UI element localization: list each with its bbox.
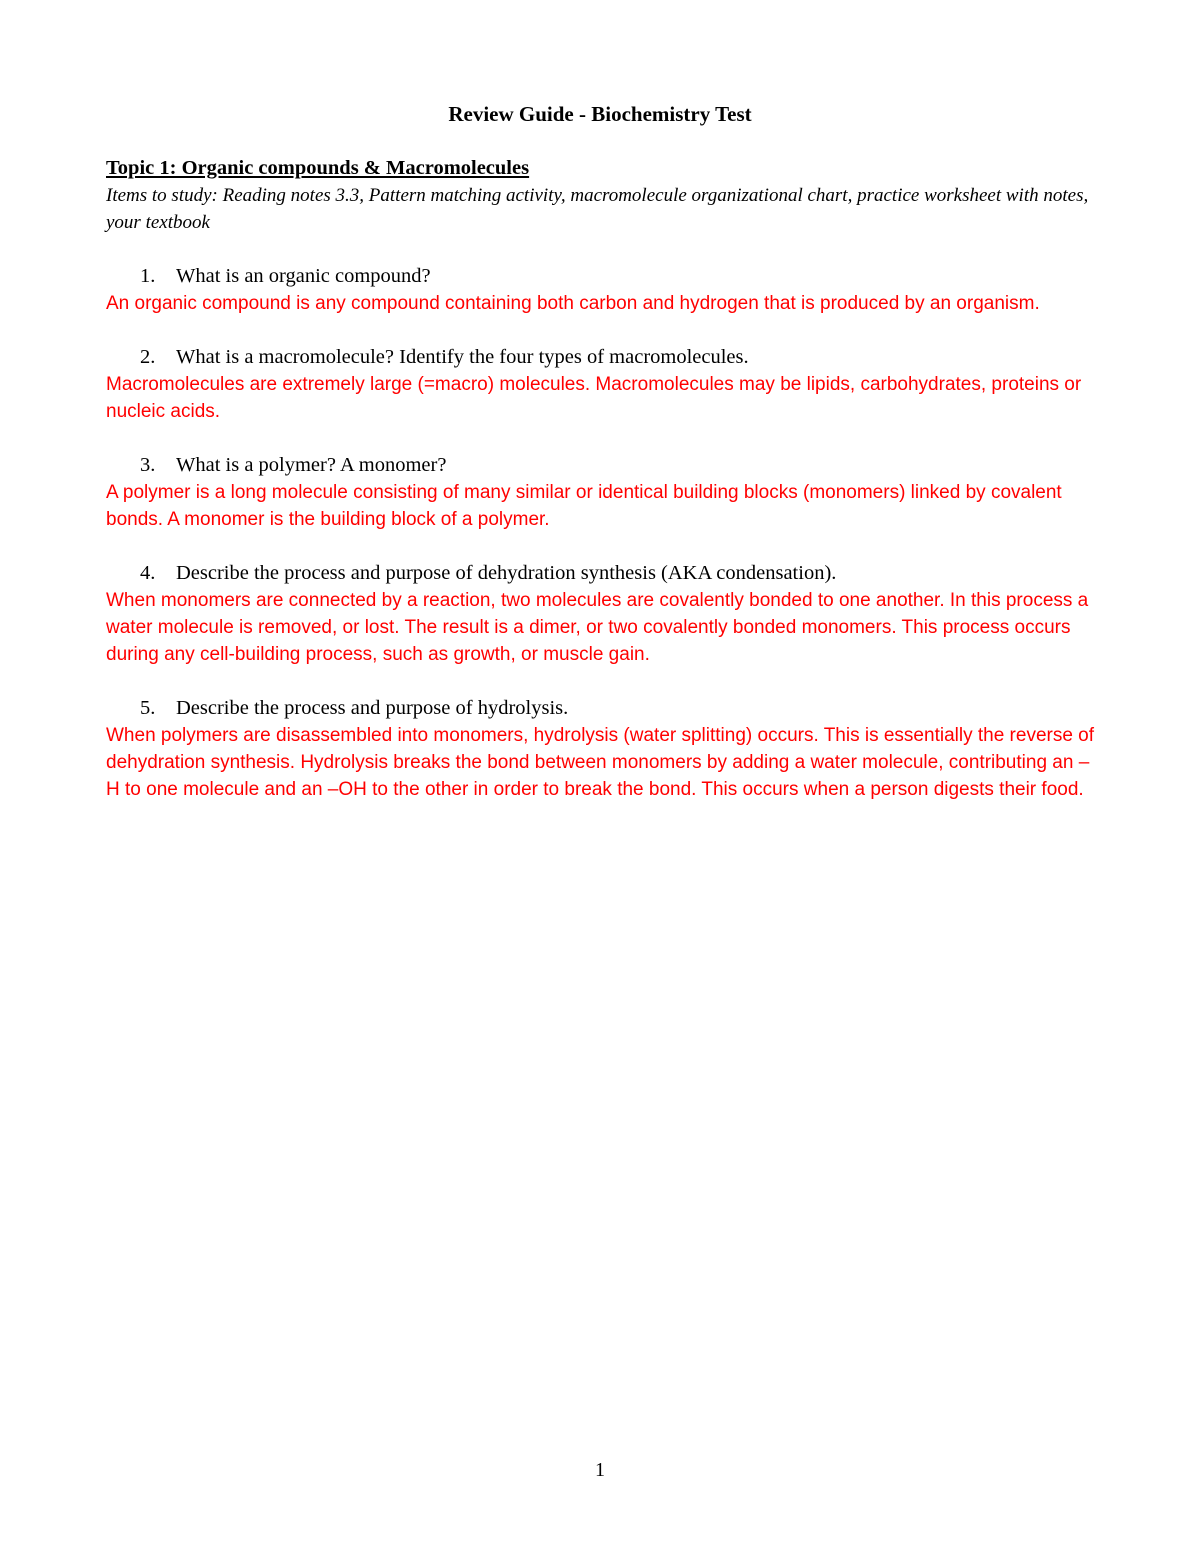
question-number: 5.: [140, 697, 156, 719]
topic-heading: Topic 1: Organic compounds & Macromolecules: [106, 157, 530, 179]
question-number: 4.: [140, 562, 156, 584]
question-text: What is a polymer? A monomer?: [176, 454, 447, 476]
question-text: Describe the process and purpose of hydrolysis.: [176, 697, 569, 719]
question-1: [106, 263, 1096, 290]
question-text: What is a macromolecule? Identify the four types of macromolecules.: [176, 346, 749, 368]
question-4: [106, 560, 1096, 587]
question-number: 1.: [140, 265, 156, 287]
page-title: Review Guide - Biochemistry Test: [448, 102, 752, 126]
question-number: 3.: [140, 454, 156, 476]
page-number: 1: [595, 1459, 605, 1481]
answer-5: When polymers are disassembled into monomers, hydrolysis (water splitting) occurs. This is essentially the reverse of dehydration synthesis. Hydrolysis breaks the bond between monomers by adding a water molecule, contributing an –H to one molecule and an –OH to the other in order to break the bond. This occurs when a person digests their food.: [106, 725, 1095, 800]
question-text: Describe the process and purpose of dehydration synthesis (AKA condensation).: [176, 562, 837, 584]
study-items: Items to study: Reading notes 3.3, Pattern matching activity, macromolecule organizational chart, practice worksheet with notes, your textbook: [106, 185, 1089, 233]
question-3: [106, 452, 1096, 479]
answer-2: Macromolecules are extremely large (=macro) molecules. Macromolecules may be lipids, carbohydrates, proteins or nucleic acids.: [106, 374, 1082, 422]
question-text: What is an organic compound?: [176, 265, 431, 287]
answer-4: When monomers are connected by a reaction, two molecules are covalently bonded to one another. In this process a water molecule is removed, or lost. The result is a dimer, or two covalently bonded monomers. This process occurs during any cell-building process, such as growth, or muscle gain.: [106, 590, 1089, 665]
question-5: [106, 695, 1096, 722]
question-number: 2.: [140, 346, 156, 368]
document-body: [106, 155, 1096, 803]
answer-1: An organic compound is any compound containing both carbon and hydrogen that is produced by an organism.: [106, 293, 1040, 314]
question-2: [106, 344, 1096, 371]
answer-3: A polymer is a long molecule consisting of many similar or identical building blocks (monomers) linked by covalent bonds. A monomer is the building block of a polymer.: [106, 482, 1062, 530]
